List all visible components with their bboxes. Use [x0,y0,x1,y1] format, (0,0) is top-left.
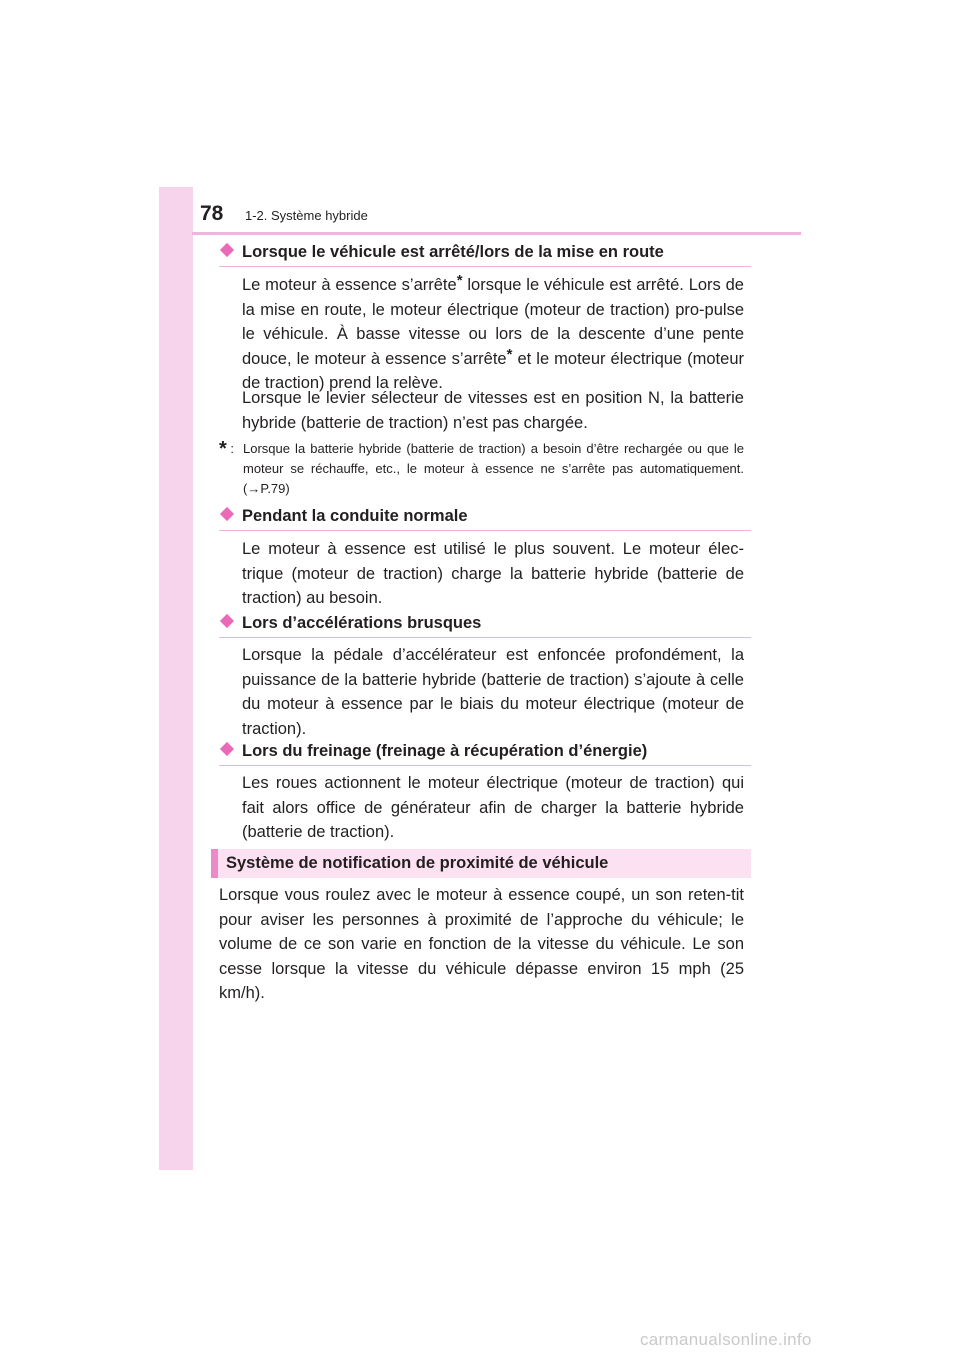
section-title: 1-2. Système hybride [245,208,368,223]
footnote-text: Lorsque la batterie hybride (batterie de traction) a besoin d’être rechargée ou que le moteur se réchauffe, etc., le moteur à essence ne s’arrête pas automatiquement. (→P.79) [243,441,744,496]
side-tab-bar [159,187,193,1170]
asterisk-mark: * [506,345,513,363]
asterisk-mark: * [456,272,463,289]
watermark: carmanualsonline.info [640,1330,812,1349]
diamond-bullet-icon [220,243,234,257]
subheading-stopped [219,241,751,267]
paragraph-notification: Lorsque vous roulez avec le moteur à essence coupé, un son reten-tit pour aviser les personnes à proximité de l’approche du véhicule; le volume de ce son varie en fonction de la vitesse du véhicule. Le son cesse lorsque la vitesse du véhicule dépasse environ 15 mph (25 km/h). [219,886,744,1003]
subheading-acceleration [219,612,751,638]
subheading-text: Lors d’accélérations brusques [242,614,482,632]
subheading-normal-driving [219,505,751,531]
paragraph-stopped-2: Lorsque le levier sélecteur de vitesses est en position N, la batterie hybride (batterie de traction) n’est pas chargée. [242,389,744,432]
header-rule [192,232,801,235]
diamond-bullet-icon [220,614,234,628]
subheading-text: Pendant la conduite normale [242,507,468,525]
subheading-braking [219,740,751,766]
subheading-text: Lorsque le véhicule est arrêté/lors de la mise en route [242,243,664,261]
paragraph-acceleration: Lorsque la pédale d’accélérateur est enfoncée profondément, la puissance de la batterie hybride (batterie de traction) s’ajoute à celle du moteur à essence par le biais du moteur électrique (moteur de traction). [242,646,744,738]
notification-heading-band: Système de notification de proximité de véhicule [211,849,751,878]
subheading-text: Lors du freinage (freinage à récupération d’énergie) [242,742,648,760]
diamond-bullet-icon [220,742,234,756]
paragraph-normal-driving: Le moteur à essence est utilisé le plus souvent. Le moteur élec-trique (moteur de traction) charge la batterie hybride (batterie de traction) au besoin. [242,540,744,608]
diamond-bullet-icon [220,507,234,521]
footnote-marker: * : [219,438,235,460]
paragraph-stopped-1: Le moteur à essence s’arrête* lorsque le véhicule est arrêté. Lors de la mise en route, le moteur électrique (moteur de traction) pro-pulse le véhicule. À basse vitesse ou lors de la descente d’une pente douce, le moteur à essence s’arrête* et le moteur électrique (moteur de traction) prend la relève. [242,272,744,393]
paragraph-braking: Les roues actionnent le moteur électrique (moteur de traction) qui fait alors office de générateur afin de charger la batterie hybride (batterie de traction). [242,774,744,842]
page-number: 78 [200,202,224,225]
footnote [219,439,744,499]
